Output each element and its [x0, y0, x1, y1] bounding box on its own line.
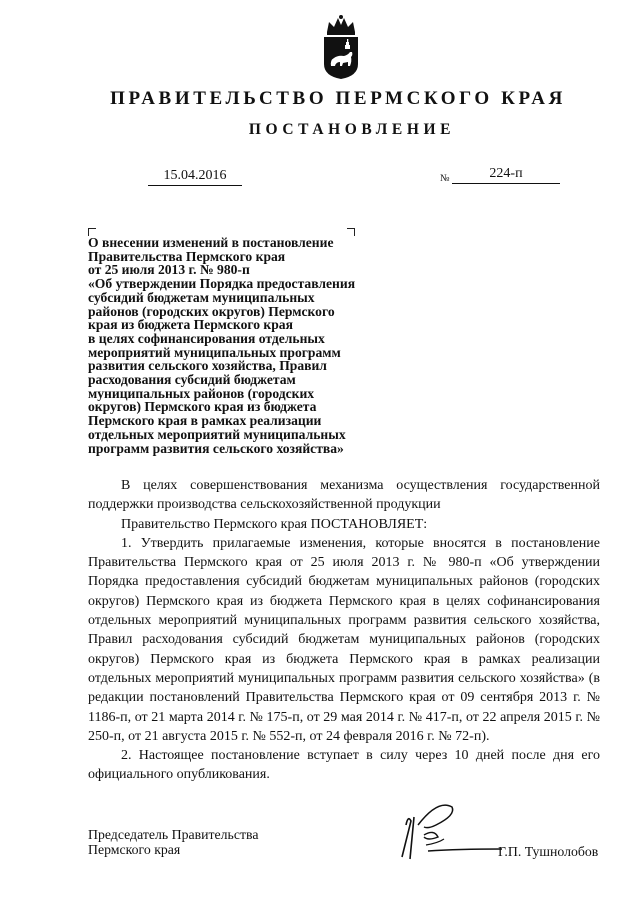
subject-line: О внесении изменений в постановление — [88, 235, 334, 250]
perm-krai-coat-of-arms-icon — [318, 14, 364, 80]
subject-line: субсидий бюджетам муниципальных — [88, 289, 315, 305]
document-body — [88, 476, 600, 785]
government-name: ПРАВИТЕЛЬСТВО ПЕРМСКОГО КРАЯ — [110, 88, 566, 109]
item-1-paragraph: 1. Утвердить прилагаемые изменения, которые вносятся в постановление Правительства Пермского края от 25 июля 2013 г. № 980-п «Об утверждении Порядка предоставления субсидий бюджетам муниципальных районов (городских округов) Пермского края из бюджета Пермского края в целях софинансирования отдельных мероприятий муниципальных программ развития сельского хозяйства, Правил расходования субсидий бюджетам муниципальных районов (городских округов) Пермского края из бюджета Пермского края в рамках реализации отдельных мероприятий муниципальных программ развития сельского хозяйства» (в редакции постановлений Правительства Пермского края от 09 сентября 2013 г. № 1186-п, от 21 марта 2014 г. № 175-п, от 29 мая 2014 г. № 417-п, от 22 апреля 2015 г. № 250-п, от 21 августа 2015 г. № 552-п, от 24 февраля 2016 г. № 72-п). — [88, 535, 600, 744]
signatory-position — [88, 828, 258, 857]
document-date: 15.04.2016 — [148, 168, 242, 186]
subject-line: программ развития сельского хозяйства» — [88, 440, 344, 456]
signatory-position-line: Председатель Правительства — [88, 827, 259, 842]
subject-line: муниципальных районов (городских — [88, 385, 315, 401]
document-type-title: ПОСТАНОВЛЕНИЕ — [248, 121, 456, 138]
subject-line: в целях софинансирования отдельных — [88, 330, 325, 346]
subject-line: округов) Пермского края из бюджета — [88, 399, 317, 415]
signatory-position-line: Пермского края — [88, 841, 181, 857]
subject-line: отдельных мероприятий муниципальных — [88, 426, 346, 442]
document-subject — [88, 236, 388, 455]
resolves-paragraph: Правительство Пермского края ПОСТАНОВЛЯЕТ: — [121, 516, 428, 532]
item-2-paragraph: 2. Настоящее постановление вступает в силу через 10 дней после дня его официального опубликования. — [88, 748, 600, 783]
subject-line: районов (городских округов) Пермского — [88, 303, 335, 319]
subject-line: Пермского края в рамках реализации — [88, 413, 322, 429]
subject-line: мероприятий муниципальных программ — [88, 344, 341, 360]
subject-corner-mark-right — [347, 228, 355, 236]
subject-line: края из бюджета Пермского края — [88, 317, 293, 333]
handwritten-signature-icon — [398, 795, 508, 863]
subject-line: расходования субсидий бюджетам — [88, 372, 296, 388]
signer-name: Г.П. Тушнолобов — [498, 844, 599, 859]
document-number: 224-п — [452, 166, 560, 184]
number-sign: № — [440, 173, 450, 184]
preamble-paragraph: В целях совершенствования механизма осуществления государственной поддержки производства сельскохозяйственной продукции — [88, 478, 600, 513]
subject-line: «Об утверждении Порядка предоставления — [88, 276, 356, 292]
subject-line: развития сельского хозяйства, Правил — [88, 358, 327, 374]
subject-line: Правительства Пермского края — [88, 248, 286, 264]
subject-line: от 25 июля 2013 г. № 980-п — [88, 262, 250, 278]
